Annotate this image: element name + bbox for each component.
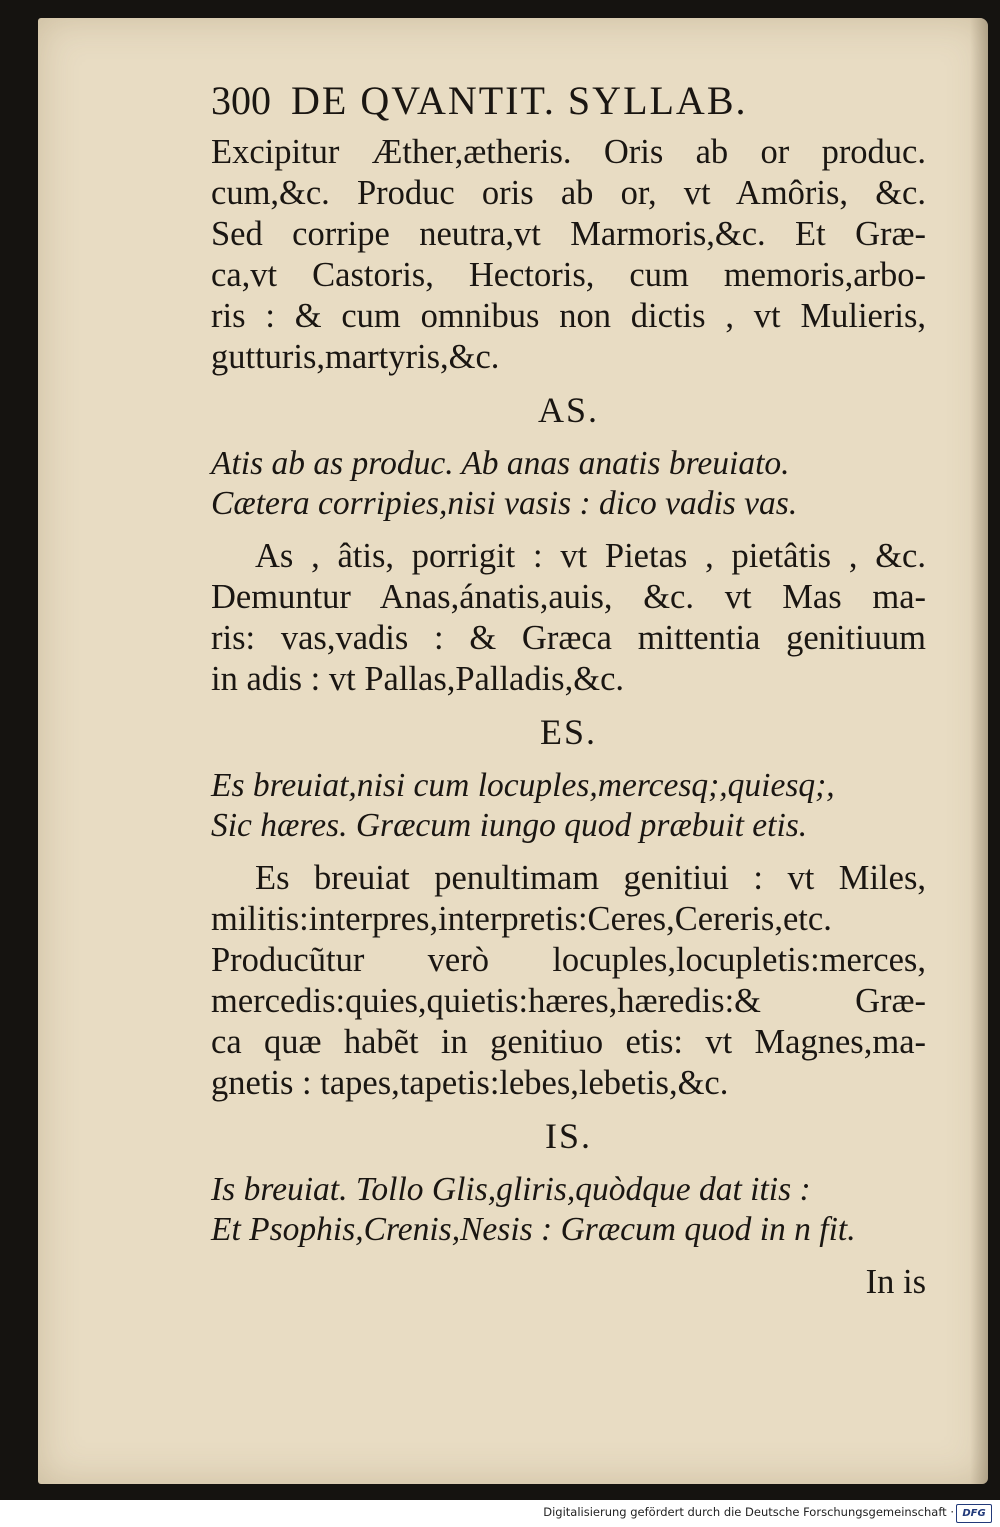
text-line: gutturis,martyris,&c. — [211, 338, 500, 376]
paragraph-or — [211, 132, 926, 378]
text-line: Producũtur verò locuples,locupletis:merces, — [211, 941, 926, 979]
text-line: mercedis:quies,quietis:hæres,hæredis:& Græ- — [211, 982, 926, 1020]
dfg-logo: DFG — [956, 1504, 992, 1523]
verse-rule-is — [211, 1170, 926, 1250]
text-line: in adis : vt Pallas,Palladis,&c. — [211, 660, 625, 698]
text-line: Excipitur Æther,ætheris. Oris ab or produc. — [211, 133, 926, 171]
funding-credit: Digitalisierung gefördert durch die Deutsche Forschungsgemeinschaft · — [543, 1505, 954, 1519]
text-line: cum,&c. Produc oris ab or, vt Amôris, &c. — [211, 174, 926, 212]
verse-line: Cætera corripies,nisi vasis : dico vadis vas. — [211, 485, 798, 522]
book-page — [38, 18, 988, 1484]
verse-line: Is breuiat. Tollo Glis,gliris,quòdque dat itis : — [211, 1171, 811, 1208]
verse-line: Et Psophis,Crenis,Nesis : Græcum quod in n fit. — [211, 1211, 856, 1248]
paragraph-es — [211, 858, 926, 1104]
verse-rule-es — [211, 766, 926, 846]
text-line: ca,vt Castoris, Hectoris, cum memoris,arbo- — [211, 256, 926, 294]
section-heading-es: ES. — [539, 712, 597, 752]
page-edge-shadow — [970, 18, 988, 1484]
section-heading-is: IS. — [544, 1116, 592, 1156]
folio-number: 300 — [211, 78, 271, 123]
verse-line: Sic hæres. Græcum iungo quod præbuit etis. — [211, 807, 808, 844]
page-text — [211, 80, 926, 1303]
paragraph-as — [211, 536, 926, 700]
text-line: Demuntur Anas,ánatis,auis, &c. vt Mas ma- — [211, 578, 926, 616]
text-line: As , âtis, porrigit : vt Pietas , pietâtis , &c. — [255, 537, 926, 575]
section-heading-as: AS. — [537, 390, 600, 430]
text-line: ris: vas,vadis : & Græca mittentia genitiuum — [211, 619, 926, 657]
digitization-footer — [0, 1500, 1000, 1527]
catchword: In is — [865, 1263, 926, 1301]
running-head — [211, 80, 926, 128]
text-line: Sed corripe neutra,vt Marmoris,&c. Et Græ- — [211, 215, 926, 253]
text-line: ris : & cum omnibus non dictis , vt Mulieris, — [211, 297, 926, 335]
text-line: gnetis : tapes,tapetis:lebes,lebetis,&c. — [211, 1064, 729, 1102]
text-line: ca quæ habẽt in genitiuo etis: vt Magnes,ma- — [211, 1023, 926, 1061]
text-line: militis:interpres,interpretis:Ceres,Cereris,etc. — [211, 900, 832, 938]
verse-line: Atis ab as produc. Ab anas anatis breuiato. — [211, 445, 790, 482]
verse-rule-as — [211, 444, 926, 524]
text-line: Es breuiat penultimam genitiui : vt Miles, — [255, 859, 926, 897]
running-title: DE QVANTIT. SYLLAB. — [291, 78, 748, 123]
verse-line: Es breuiat,nisi cum locuples,mercesq;,quiesq;, — [211, 767, 835, 804]
